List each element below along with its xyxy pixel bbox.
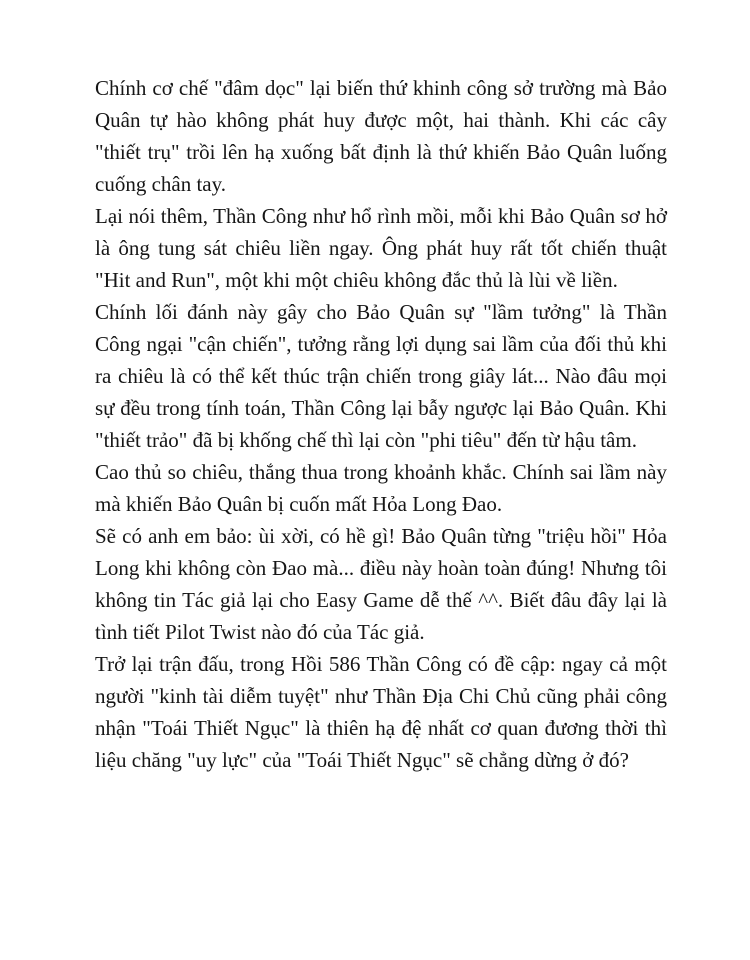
paragraph: Cao thủ so chiêu, thắng thua trong khoảnh khắc. Chính sai lầm này mà khiến Bảo Quân bị cuốn mất Hỏa Long Đao. [95,460,667,516]
paragraph: Lại nói thêm, Thần Công như hổ rình mồi, mỗi khi Bảo Quân sơ hở là ông tung sát chiêu liền ngay. Ông phát huy rất tốt chiến thuật "Hit and Run", một khi một chiêu không đắc thủ là lùi về liền. [95,204,667,292]
paragraph: Chính lối đánh này gây cho Bảo Quân sự "lầm tưởng" là Thần Công ngại "cận chiến", tưởng rằng lợi dụng sai lầm của đối thủ khi ra chiêu là có thể kết thúc trận chiến trong giây lát... Nào đâu mọi sự đều trong tính toán, Thần Công lại bẫy ngược lại Bảo Quân. Khi "thiết trảo" đã bị khống chế thì lại còn "phi tiêu" đến từ hậu tâm. [95,300,667,452]
paragraph: Trở lại trận đấu, trong Hồi 586 Thần Công có đề cập: ngay cả một người "kinh tài diễm tuyệt" như Thần Địa Chi Chủ cũng phải công nhận "Toái Thiết Ngục" là thiên hạ đệ nhất cơ quan đương thời thì liệu chăng "uy lực" của "Toái Thiết Ngục" sẽ chẳng dừng ở đó? [95,652,667,772]
paragraph: Sẽ có anh em bảo: ùi xời, có hề gì! Bảo Quân từng "triệu hồi" Hỏa Long khi không còn Đao mà... điều này hoàn toàn đúng! Nhưng tôi không tin Tác giả lại cho Easy Game dễ thế ^^. Biết đâu đây lại là tình tiết Pilot Twist nào đó của Tác giả. [95,524,667,644]
paragraph: Chính cơ chế "đâm dọc" lại biến thứ khinh công sở trường mà Bảo Quân tự hào không phát huy được một, hai thành. Khi các cây "thiết trụ" trồi lên hạ xuống bất định là thứ khiến Bảo Quân luống cuống chân tay. [95,76,667,196]
text-block [95,72,667,776]
